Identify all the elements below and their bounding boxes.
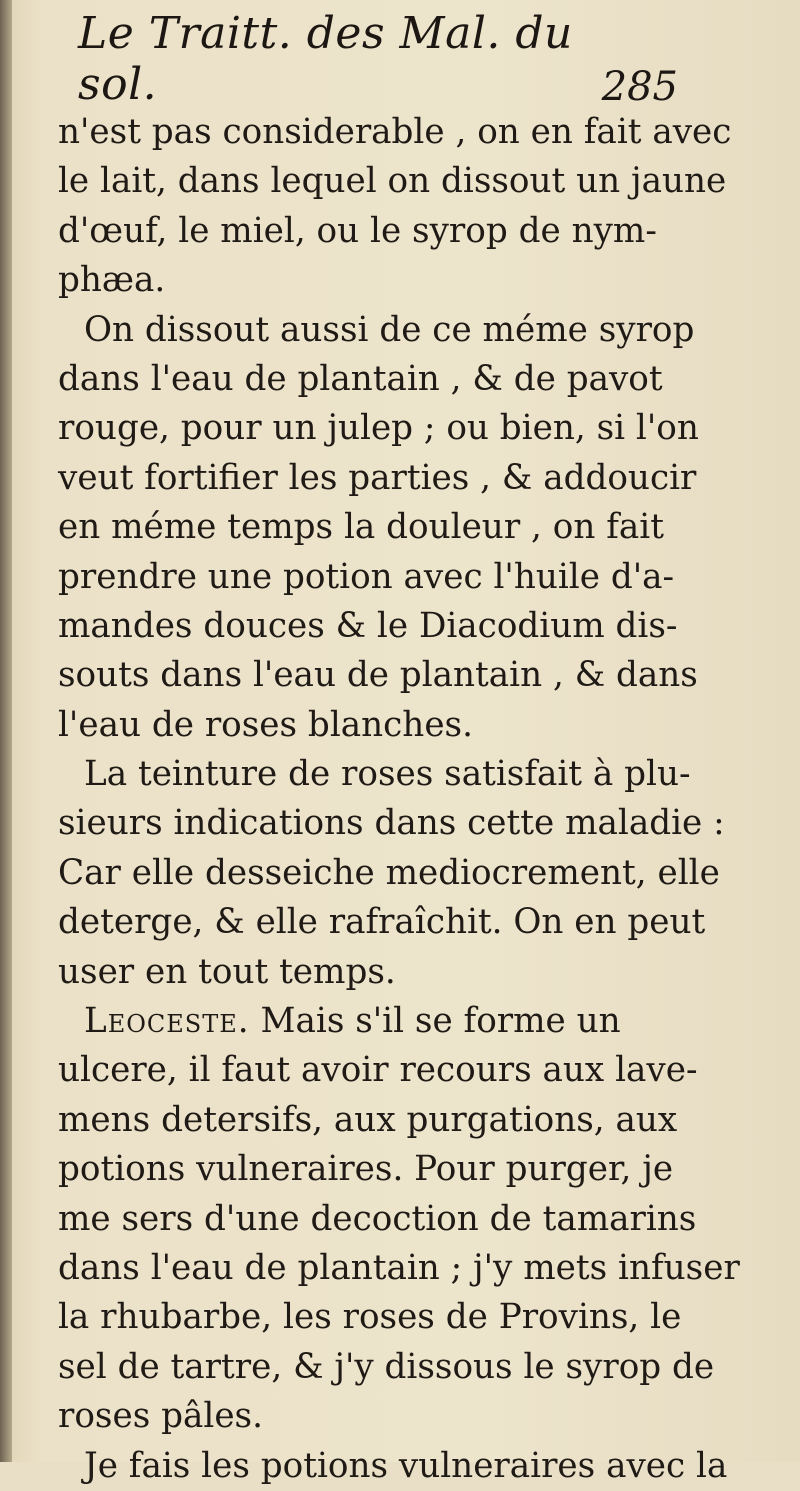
paragraph-start: On dissout aussi de ce méme syrop <box>84 309 695 350</box>
text-line: roses pâles. <box>58 1396 263 1437</box>
speaker-paragraph <box>58 997 678 1046</box>
text-line: le lait, dans lequel on dissout un jaune <box>58 161 727 202</box>
text-line: deterge, & elle rafraîchit. On en peut <box>58 902 706 943</box>
text-line: phæa. <box>58 260 166 301</box>
text-line: dans l'eau de plantain ; j'y mets infuser <box>58 1247 740 1288</box>
text-line: l'eau de roses blanches. <box>58 704 473 745</box>
text-line: mens detersifs, aux purgations, aux <box>58 1099 678 1140</box>
text-line: user en tout temps. <box>58 951 396 992</box>
text-line: la rhubarbe, les roses de Provins, le <box>58 1297 682 1338</box>
text-line: me sers d'une decoction de tamarins <box>58 1198 697 1239</box>
speaker-name: Leoceste. <box>84 1001 250 1042</box>
page-gutter <box>0 0 12 1462</box>
text-line: d'œuf, le miel, ou le syrop de nym- <box>58 210 657 251</box>
running-title: Le Traitt. des Mal. du sol. <box>78 8 573 110</box>
text-line: souts dans l'eau de plantain , & dans <box>58 655 698 696</box>
text-line: ulcere, il faut avoir recours aux lave- <box>58 1050 698 1091</box>
text-line: prendre une potion avec l'huile d'a- <box>58 556 675 597</box>
text-line: Mais s'il se forme un <box>260 1001 621 1042</box>
page-number: 285 <box>601 64 678 110</box>
text-line: rouge, pour un julep ; ou bien, si l'on <box>58 408 699 449</box>
body-text <box>58 108 740 1491</box>
page-header <box>78 8 678 110</box>
text-line: en méme temps la douleur , on fait <box>58 507 664 548</box>
text-line: sieurs indications dans cette maladie : <box>58 803 725 844</box>
text-line: sel de tartre, & j'y dissous le syrop de <box>58 1346 715 1387</box>
paragraph-start: La teinture de roses satisfait à plu- <box>84 754 691 795</box>
paragraph-start: Je fais les potions vulneraires avec la <box>84 1445 728 1486</box>
text-line: dans l'eau de plantain , & de pavot <box>58 358 663 399</box>
text-line: potions vulneraires. Pour purger, je <box>58 1149 674 1190</box>
text-line: veut fortifier les parties , & addoucir <box>58 457 697 498</box>
text-line: mandes douces & le Diacodium dis- <box>58 605 678 646</box>
text-line: n'est pas considerable , on en fait avec <box>58 112 732 152</box>
text-line: Car elle desseiche mediocrement, elle <box>58 852 720 893</box>
